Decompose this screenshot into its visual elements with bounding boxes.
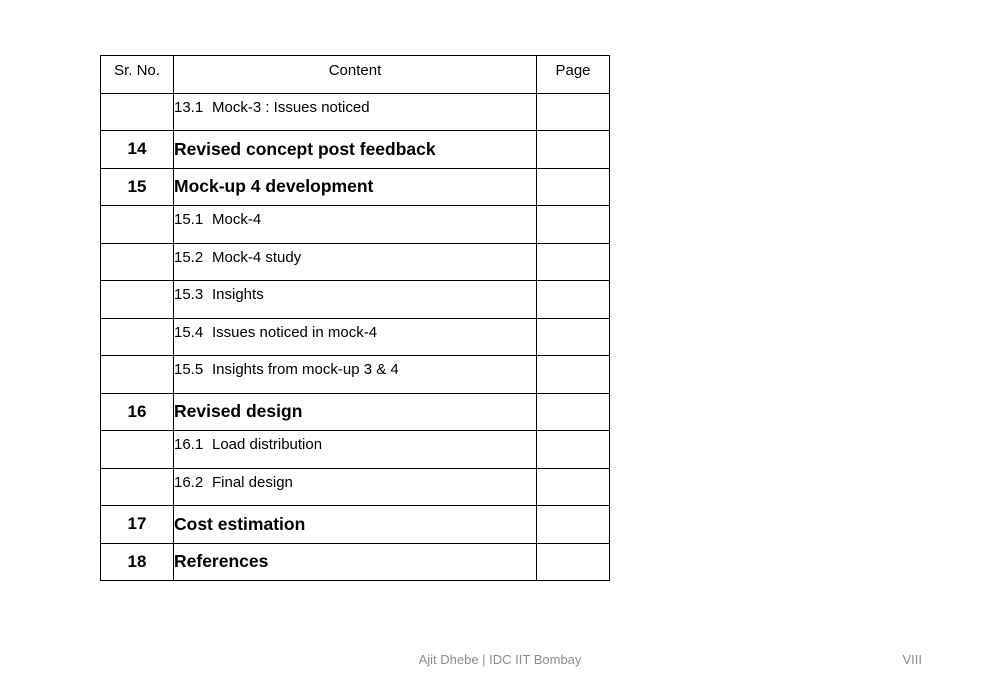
- section-title: Mock-4: [212, 211, 262, 228]
- section-title: Cost estimation: [174, 513, 306, 534]
- section-number: 15.3: [174, 286, 204, 303]
- section-title: Issues noticed in mock-4: [212, 323, 378, 341]
- sr-no-cell: [101, 206, 174, 244]
- table-body: [101, 93, 610, 581]
- content-cell: [174, 468, 537, 506]
- content-cell: [174, 318, 537, 356]
- content-cell: [174, 506, 537, 544]
- footer-page-number: VIII: [902, 652, 922, 667]
- page-cell: [537, 168, 610, 206]
- sr-no-cell: 14: [101, 131, 174, 169]
- table-row: [101, 393, 610, 431]
- table-row: [101, 356, 610, 394]
- section-title: Load distribution: [212, 436, 323, 453]
- content-cell: [174, 281, 537, 319]
- section-title: Mock-up 4 development: [174, 176, 374, 197]
- section-number: 16.1: [174, 436, 204, 453]
- section-number: 13.1: [174, 98, 204, 116]
- section-number: 15.5: [174, 361, 204, 378]
- table-row: [101, 93, 610, 131]
- page-cell: [537, 506, 610, 544]
- section-number: 15.1: [174, 211, 204, 228]
- section-title: Mock-4 study: [212, 248, 302, 266]
- content-cell: [174, 93, 537, 131]
- page-cell: [537, 356, 610, 394]
- table-row: [101, 168, 610, 206]
- table-row: [101, 281, 610, 319]
- page-cell: [537, 131, 610, 169]
- section-title: Mock-3 : Issues noticed: [212, 98, 370, 116]
- header-content: Content: [174, 56, 537, 94]
- table-of-contents: [100, 55, 610, 581]
- section-number: 15.4: [174, 323, 204, 341]
- sr-no-cell: [101, 243, 174, 281]
- table-row: [101, 543, 610, 581]
- sr-no-cell: 16: [101, 393, 174, 431]
- sr-no-cell: [101, 356, 174, 394]
- header-page: Page: [537, 56, 610, 94]
- content-cell: [174, 543, 537, 581]
- table-row: [101, 243, 610, 281]
- sr-no-cell: [101, 318, 174, 356]
- page-cell: [537, 243, 610, 281]
- section-number: 16.2: [174, 473, 204, 491]
- content-cell: [174, 431, 537, 469]
- content-cell: [174, 131, 537, 169]
- content-cell: [174, 393, 537, 431]
- footer-author: Ajit Dhebe | IDC IIT Bombay: [418, 652, 582, 667]
- sr-no-cell: 15: [101, 168, 174, 206]
- sr-no-cell: [101, 431, 174, 469]
- page-cell: [537, 318, 610, 356]
- sr-no-cell: [101, 93, 174, 131]
- header-sr-no: Sr. No.: [101, 56, 174, 94]
- page-cell: [537, 543, 610, 581]
- page-cell: [537, 93, 610, 131]
- page-cell: [537, 431, 610, 469]
- page-cell: [537, 281, 610, 319]
- sr-no-cell: 17: [101, 506, 174, 544]
- table-row: [101, 506, 610, 544]
- content-cell: [174, 356, 537, 394]
- table-row: [101, 318, 610, 356]
- section-title: Insights from mock-up 3 & 4: [212, 361, 399, 378]
- table-row: [101, 431, 610, 469]
- table-row: [101, 468, 610, 506]
- content-cell: [174, 168, 537, 206]
- section-title: Revised design: [174, 401, 303, 422]
- table-row: [101, 131, 610, 169]
- section-number: 15.2: [174, 248, 204, 266]
- sr-no-cell: [101, 281, 174, 319]
- page-cell: [537, 468, 610, 506]
- section-title: Revised concept post feedback: [174, 138, 436, 159]
- section-title: Final design: [212, 473, 293, 491]
- content-cell: [174, 243, 537, 281]
- sr-no-cell: [101, 468, 174, 506]
- table-row: [101, 206, 610, 244]
- page-cell: [537, 393, 610, 431]
- content-cell: [174, 206, 537, 244]
- table-header-row: [101, 56, 610, 94]
- section-title: References: [174, 551, 269, 572]
- page-cell: [537, 206, 610, 244]
- sr-no-cell: 18: [101, 543, 174, 581]
- section-title: Insights: [212, 286, 264, 303]
